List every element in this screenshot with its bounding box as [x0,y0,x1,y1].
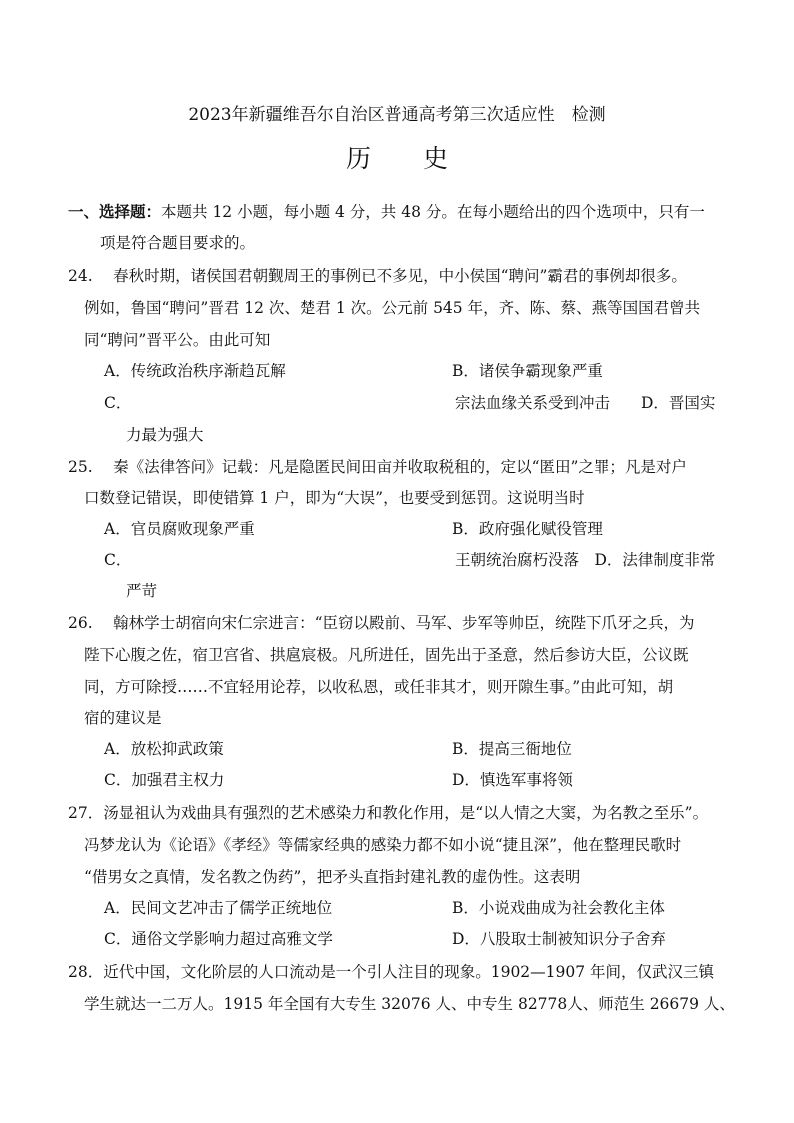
q24-option-b: B．诸侯争霸现象严重 [452,362,603,380]
q27-line1: 27．汤显祖认为戏曲具有强烈的艺术感染力和教化作用，是“以人情之大窦，为名教之至乐”。 [68,804,709,822]
exam-title: 2023年新疆维吾尔自治区普通高考第三次适应性 检测 [188,105,606,125]
q25-option-b: B．政府强化赋役管理 [452,520,603,538]
subject-title: 历 史 [346,144,470,173]
q26-option-d: D．慎选军事将领 [452,771,573,789]
q27-line3: “借男女之真情，发名教之伪药”，把矛头直指封建礼教的虚伪性。这表明 [84,868,581,886]
q26-line1: 26. 翰林学士胡宿向宋仁宗进言：“臣窃以殿前、马军、步军等帅臣，统陛下爪牙之兵，为 [68,614,695,632]
q25-option-c-label: C． [104,551,132,569]
q27-option-c: C．通俗文学影响力超过高雅文学 [104,930,333,948]
section-text-line2: 项是符合题目要求的。 [100,234,256,252]
q25-line2: 口数登记错误，即使错算 1 户，即为“大误”，也要受到惩罚。这说明当时 [84,489,585,507]
q26-option-b: B．提高三衙地位 [452,740,572,758]
q25-option-a: A．官员腐败现象严重 [104,520,255,538]
q24-line2: 例如，鲁国“聘问”晋君 12 次、楚君 1 次。公元前 545 年，齐、陈、蔡、燕等国国君曾共 [84,299,701,317]
q25-line1: 25. 秦《法律答问》记载：凡是隐匿民间田亩并收取税租的，定以“匿田”之罪；凡是对户 [68,458,687,476]
q27-option-b: B．小说戏曲成为社会教化主体 [452,899,665,917]
q24-line1: 24. 春秋时期，诸侯国君朝觐周王的事例已不多见，中小侯国“聘问”霸君的事例却很多。 [68,267,687,285]
q26-option-a: A．放松抑武政策 [104,740,224,758]
q24-option-c-label: C． [104,394,132,412]
section-label: 一、选择题： [68,202,162,221]
q26-option-c: C．加强君主权力 [104,771,225,789]
q25-option-c-text: 王朝统治腐朽没落 D．法律制度非常 [455,551,716,569]
q24-option-d-cont: 力最为强大 [126,426,204,444]
q26-line3: 同，方可除授……不宜轻用论荐，以收私恩，或任非其才，则开隙生事。”由此可知，胡 [84,678,674,696]
q28-line2: 学生就达一二万人。1915 年全国有大专生 32076 人、中专生 82778人、师范生 26679 人、 [84,995,735,1013]
section-instructions [68,202,705,222]
q27-option-d: D．八股取士制被知识分子舍弃 [452,930,666,948]
q27-option-a: A．民间文艺冲击了儒学正统地位 [104,899,333,917]
q27-line2: 冯梦龙认为《论语》《孝经》等儒家经典的感染力都不如小说“捷且深”，他在整理民歌时 [84,836,682,854]
q25-option-d-cont: 严苛 [126,582,158,600]
q28-line1: 28．近代中国，文化阶层的人口流动是一个引人注目的现象。1902—1907 年间，仅武汉三镇 [68,963,715,981]
q26-line2: 陛下心腹之佐，宿卫宫省、拱扈宸极。凡所进任，固先出于圣意，然后参访大臣，公议既 [84,646,689,664]
q24-line3: 同“聘问”晋平公。由此可知 [84,331,271,349]
q24-option-a: A．传统政治秩序渐趋瓦解 [104,362,286,380]
q26-line4: 宿的建议是 [84,709,162,727]
section-text-line1: 本题共 12 小题，每小题 4 分，共 48 分。在每小题给出的四个选项中，只有一 [161,203,705,221]
q24-option-c-text: 宗法血缘关系受到冲击 D．晋国实 [455,394,716,412]
